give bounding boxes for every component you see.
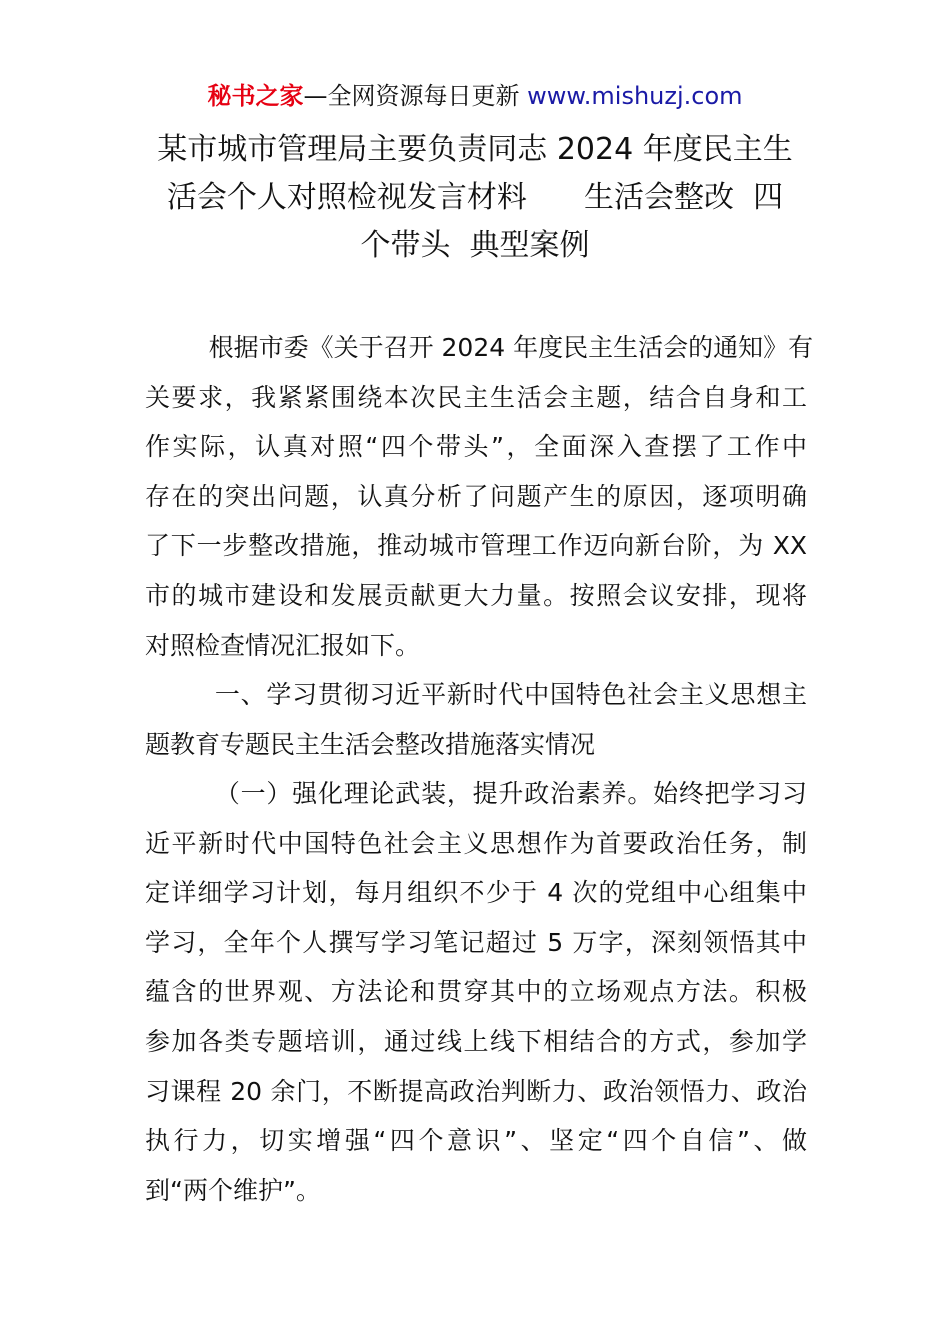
- paragraph-line: 市的城市建设和发展贡献更大力量。按照会议安排，现将: [145, 580, 807, 610]
- paragraph-line: 参加各类专题培训，通过线上线下相结合的方式，参加学: [145, 1026, 807, 1056]
- paragraph-line: 作实际，认真对照“四个带头”，全面深入查摆了工作中: [145, 432, 807, 462]
- paragraph-line: 存在的突出问题，认真分析了问题产生的原因，逐项明确: [145, 481, 807, 511]
- paragraph-line: 近平新时代中国特色社会主义思想作为首要政治任务，制: [145, 828, 807, 858]
- paragraph-line: 到“两个维护”。: [145, 1175, 321, 1205]
- heading-line: 题教育专题民主生活会整改措施落实情况: [145, 729, 596, 759]
- banner-tagline: —全网资源每日更新: [303, 82, 528, 110]
- paragraph-line: 定详细学习计划，每月组织不少于 4 次的党组中心组集中: [145, 878, 807, 908]
- paragraph-line: 关要求，我紧紧围绕本次民主生活会主题，结合自身和工: [145, 382, 807, 412]
- paragraph-line: 对照检查情况汇报如下。: [145, 630, 421, 660]
- body-paragraph-theory: [145, 769, 807, 1215]
- site-banner: [0, 80, 950, 112]
- paragraph-line: （一）强化理论武装，提升政治素养。始终把学习习: [145, 779, 807, 808]
- paragraph-line: 习课程 20 余门，不断提高政治判断力、政治领悟力、政治: [145, 1076, 807, 1106]
- title-line: 活会个人对照检视发言材料 生活会整改 四: [166, 180, 784, 215]
- title-line: 某市城市管理局主要负责同志 2024 年度民主生: [157, 132, 793, 167]
- heading-line: 一、学习贯彻习近平新时代中国特色社会主义思想主: [145, 680, 807, 709]
- paragraph-line: 学习，全年个人撰写学习笔记超过 5 万字，深刻领悟其中: [145, 927, 807, 957]
- paragraph-line: 蕴含的世界观、方法论和贯穿其中的立场观点方法。积极: [145, 977, 807, 1007]
- paragraph-line: 了下一步整改措施，推动城市管理工作迈向新台阶，为 XX: [145, 531, 807, 561]
- paragraph-line: 根据市委《关于召开 2024 年度民主生活会的通知》有: [145, 333, 814, 362]
- title-line: 个带头 典型案例: [360, 228, 590, 263]
- document-title: [140, 126, 810, 270]
- paragraph-line: 执行力，切实增强“四个意识”、坚定“四个自信”、做: [145, 1126, 807, 1156]
- brand-name: 秘书之家: [207, 82, 304, 110]
- body-paragraph-intro: [145, 323, 814, 670]
- section-heading-1: [145, 670, 807, 769]
- site-url-link[interactable]: www.mishuzj.com: [527, 82, 743, 110]
